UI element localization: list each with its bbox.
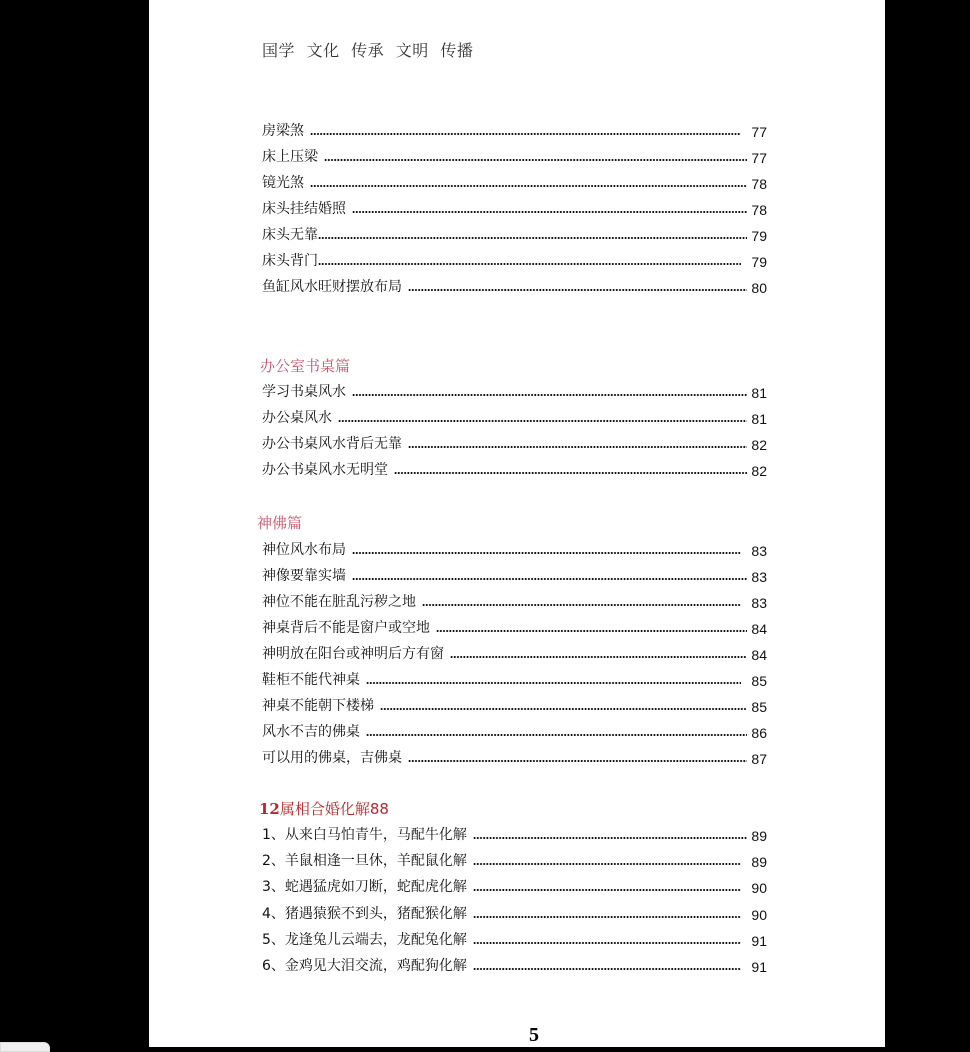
toc-entry[interactable] xyxy=(262,824,767,844)
dot-leader xyxy=(473,916,741,918)
section-heading[interactable]: 办公室书桌篇 xyxy=(260,357,351,375)
dot-leader xyxy=(338,420,747,422)
toc-entry-page: 84 xyxy=(751,647,767,663)
toc-entry[interactable] xyxy=(262,381,767,401)
toc-entry-title: 办公书桌风水无明堂 xyxy=(262,462,388,478)
toc-entry[interactable] xyxy=(262,669,767,689)
toc-entry-title: 神桌背后不能是窗户或空地 xyxy=(262,620,430,636)
toc-entry-page: 80 xyxy=(751,280,767,296)
dot-leader xyxy=(366,734,747,736)
toc-entry[interactable] xyxy=(262,172,767,192)
dot-leader xyxy=(352,394,747,396)
toc-entry[interactable] xyxy=(262,929,767,949)
toc-entry-title: 神明放在阳台或神明后方有窗 xyxy=(262,646,444,662)
toc-entry[interactable] xyxy=(262,224,767,244)
toc-entry-title: 神位不能在脏乱污秽之地 xyxy=(262,594,416,610)
toc-entry-page: 79 xyxy=(751,254,767,270)
toc-entry[interactable] xyxy=(262,276,767,296)
dot-leader xyxy=(408,446,747,448)
toc-entry-title: 5、龙逢兔儿云端去，龙配兔化解 xyxy=(262,932,467,948)
section-heading[interactable] xyxy=(259,798,389,819)
dot-leader xyxy=(352,578,747,580)
dot-leader xyxy=(473,942,741,944)
dot-leader xyxy=(408,760,747,762)
toc-entry-title: 床上压梁 xyxy=(262,149,318,165)
toc-entry[interactable] xyxy=(262,539,767,559)
toc-entry-title: 神像要靠实墙 xyxy=(262,568,346,584)
toc-entry-page: 83 xyxy=(751,595,767,611)
toc-entry[interactable] xyxy=(262,850,767,870)
toc-entry-title: 风水不吉的佛桌 xyxy=(262,724,360,740)
toc-entry-page: 85 xyxy=(751,673,767,689)
dot-leader xyxy=(408,289,747,291)
toc-entry[interactable] xyxy=(262,643,767,663)
toc-entry[interactable] xyxy=(262,617,767,637)
dot-leader xyxy=(318,263,741,265)
toc-entry[interactable] xyxy=(262,565,767,585)
toc-entry-title: 床头无靠 xyxy=(262,227,318,243)
toc-entry-page: 82 xyxy=(751,437,767,453)
toc-entry-page: 81 xyxy=(751,385,767,401)
toc-entry-title: 床头背门 xyxy=(262,253,318,269)
toc-entry-title: 6、金鸡见大泪交流，鸡配狗化解 xyxy=(262,958,467,974)
viewer-corner-tab[interactable] xyxy=(0,1042,50,1052)
running-header: 国学 文化 传承 文明 传播 xyxy=(262,41,474,60)
toc-entry[interactable] xyxy=(262,120,767,140)
dot-leader xyxy=(450,656,747,658)
toc-entry-title: 办公书桌风水背后无靠 xyxy=(262,436,402,452)
toc-entry-title: 可以用的佛桌，吉佛桌 xyxy=(262,750,402,766)
toc-entry-title: 鞋柜不能代神桌 xyxy=(262,672,360,688)
dot-leader xyxy=(310,133,741,135)
toc-entry[interactable] xyxy=(262,433,767,453)
toc-entry-page: 83 xyxy=(751,569,767,585)
toc-entry-page: 83 xyxy=(751,543,767,559)
section-heading-text: 属相合婚化解88 xyxy=(279,800,389,818)
toc-entry-title: 鱼缸风水旺财摆放布局 xyxy=(262,279,402,295)
document-page xyxy=(149,0,885,1047)
dot-leader xyxy=(352,211,747,213)
toc-entry[interactable] xyxy=(262,955,767,975)
toc-entry-page: 78 xyxy=(751,176,767,192)
toc-entry-page: 78 xyxy=(751,202,767,218)
toc-entry-page: 89 xyxy=(751,828,767,844)
toc-entry[interactable] xyxy=(262,591,767,611)
dot-leader xyxy=(473,837,747,839)
dot-leader xyxy=(366,682,741,684)
toc-entry-page: 77 xyxy=(751,124,767,140)
toc-entry-page: 91 xyxy=(751,959,767,975)
toc-entry[interactable] xyxy=(262,876,767,896)
toc-entry-page: 79 xyxy=(751,228,767,244)
dot-leader xyxy=(436,630,747,632)
toc-entry-title: 3、蛇遇猛虎如刀断，蛇配虎化解 xyxy=(262,879,467,895)
toc-entry-page: 85 xyxy=(751,699,767,715)
toc-entry[interactable] xyxy=(262,250,767,270)
toc-entry[interactable] xyxy=(262,459,767,479)
toc-entry-page: 84 xyxy=(751,621,767,637)
dot-leader xyxy=(473,889,741,891)
toc-entry[interactable] xyxy=(262,198,767,218)
dot-leader xyxy=(422,604,741,606)
toc-entry-page: 81 xyxy=(751,411,767,427)
toc-entry[interactable] xyxy=(262,146,767,166)
dot-leader xyxy=(310,185,747,187)
dot-leader xyxy=(380,708,747,710)
toc-entry[interactable] xyxy=(262,721,767,741)
toc-entry-page: 91 xyxy=(751,933,767,949)
toc-entry-page: 82 xyxy=(751,463,767,479)
toc-entry-title: 1、从来白马怕青牛，马配牛化解 xyxy=(262,827,467,843)
toc-entry-page: 89 xyxy=(751,854,767,870)
toc-entry-title: 学习书桌风水 xyxy=(262,384,346,400)
section-heading-number: 12 xyxy=(259,800,280,818)
page-number: 5 xyxy=(529,1024,539,1046)
toc-entry[interactable] xyxy=(262,695,767,715)
toc-entry-title: 镜光煞 xyxy=(262,175,304,191)
dot-leader xyxy=(473,863,741,865)
toc-entry-title: 神桌不能朝下楼梯 xyxy=(262,698,374,714)
toc-entry-page: 90 xyxy=(751,907,767,923)
toc-entry-title: 房梁煞 xyxy=(262,123,304,139)
toc-entry[interactable] xyxy=(262,903,767,923)
toc-entry-page: 86 xyxy=(751,725,767,741)
toc-entry-title: 床头挂结婚照 xyxy=(262,201,346,217)
toc-entry-title: 4、猪遇猿猴不到头，猪配猴化解 xyxy=(262,906,467,922)
section-heading[interactable]: 神佛篇 xyxy=(257,514,303,532)
toc-entry[interactable] xyxy=(262,747,767,767)
toc-entry-title: 办公桌风水 xyxy=(262,410,332,426)
toc-entry-page: 77 xyxy=(751,150,767,166)
toc-entry[interactable] xyxy=(262,407,767,427)
dot-leader xyxy=(352,552,741,554)
dot-leader xyxy=(394,472,747,474)
dot-leader xyxy=(473,968,741,970)
toc-entry-title: 神位风水布局 xyxy=(262,542,346,558)
dot-leader xyxy=(318,237,747,239)
toc-entry-page: 90 xyxy=(751,880,767,896)
dot-leader xyxy=(324,159,747,161)
toc-entry-page: 87 xyxy=(751,751,767,767)
toc-entry-title: 2、羊鼠相逢一旦休，羊配鼠化解 xyxy=(262,853,467,869)
